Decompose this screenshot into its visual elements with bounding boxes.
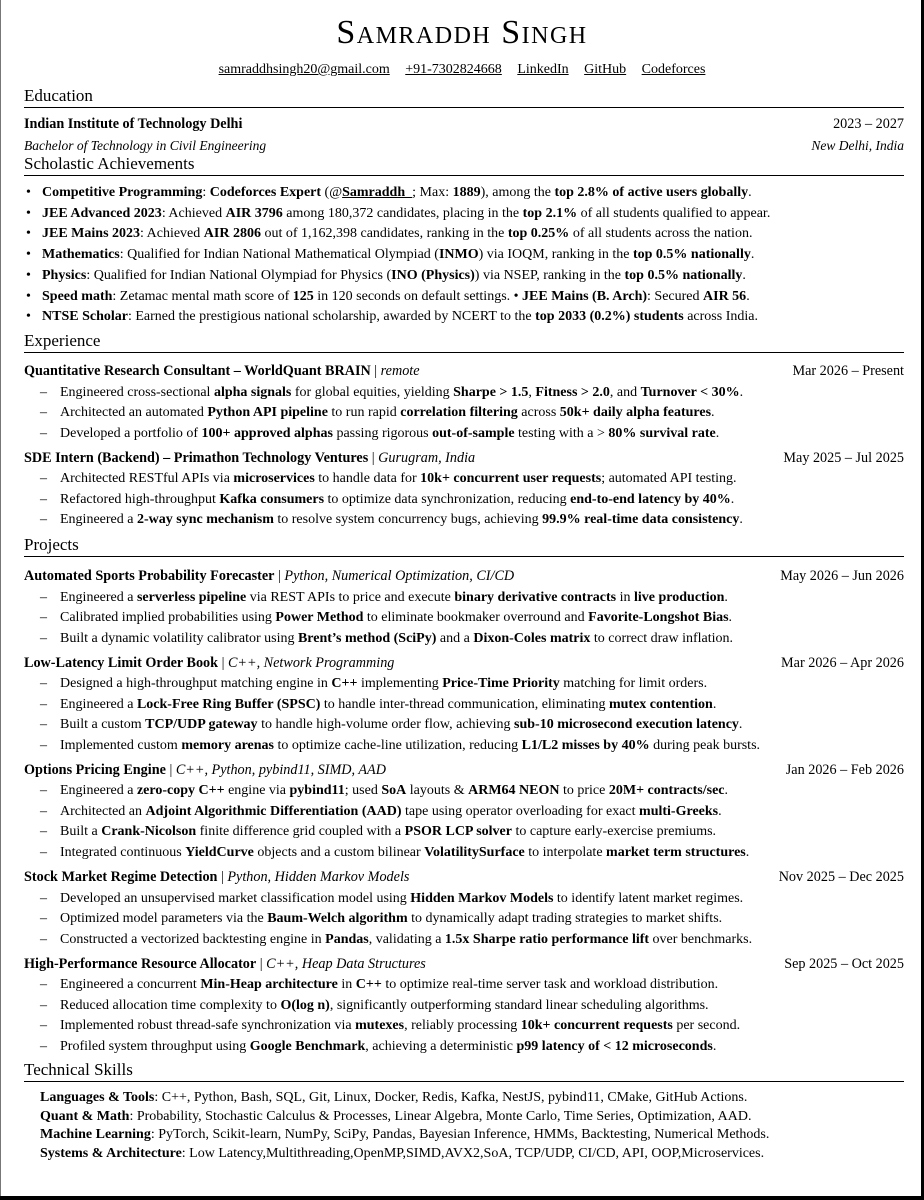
skill-label: Systems & Architecture bbox=[40, 1145, 182, 1161]
skill-label: Machine Learning bbox=[40, 1127, 151, 1142]
experience-bullet: – Developed a portfolio of 100+ approved alphas passing rigorous out-of-sample testing with a > 80% survival rate. bbox=[40, 424, 904, 443]
project-header bbox=[24, 761, 904, 780]
achievement-item: • Physics: Qualified for Indian National Olympiad for Physics (INO (Physics)) via NSEP, ranking in the top 0.5% nationally. bbox=[24, 266, 904, 285]
project-title: Low-Latency Limit Order Book | C++, Network Programming bbox=[24, 654, 395, 671]
project-bullet: – Developed an unsupervised market classification model using Hidden Markov Models to identify latent market regimes. bbox=[40, 889, 904, 908]
project-bullet: – Engineered a serverless pipeline via REST APIs to price and execute binary derivative contracts in live production. bbox=[40, 588, 904, 607]
project-bullet: – Integrated continuous YieldCurve objects and a custom bilinear VolatilitySurface to interpolate market term structures. bbox=[40, 843, 904, 862]
section-skills: Technical Skills bbox=[24, 1060, 904, 1082]
project-bullet: – Built a dynamic volatility calibrator using Brent’s method (SciPy) and a Dixon-Coles matrix to correct draw inflation. bbox=[40, 629, 904, 648]
project-bullet: – Engineered a concurrent Min-Heap architecture in C++ to optimize real-time server task and workload distribution. bbox=[40, 975, 904, 994]
candidate-name: Samraddh Singh bbox=[336, 14, 588, 51]
project-bullet: – Engineered a Lock-Free Ring Buffer (SPSC) to handle inter-thread communication, eliminating mutex contention. bbox=[40, 695, 904, 714]
education-location: New Delhi, India bbox=[811, 138, 904, 153]
section-experience: Experience bbox=[24, 331, 904, 353]
experience-title: SDE Intern (Backend) – Primathon Technology Ventures | Gurugram, India bbox=[24, 449, 476, 466]
experience-bullet: – Refactored high-throughput Kafka consumers to optimize data synchronization, reducing end-to-end latency by 40%. bbox=[40, 490, 904, 509]
project-bullet: – Optimized model parameters via the Baum-Welch algorithm to dynamically adapt trading strategies to market shifts. bbox=[40, 909, 904, 928]
project-bullet: – Designed a high-throughput matching engine in C++ implementing Price-Time Priority matching for limit orders. bbox=[40, 674, 904, 693]
project-bullet: – Implemented custom memory arenas to optimize cache-line utilization, reducing L1/L2 misses by 40% during peak bursts. bbox=[40, 736, 904, 755]
experience-bullet: – Engineered a 2-way sync mechanism to resolve system concurrency bugs, achieving 99.9% real-time data consistency. bbox=[40, 510, 904, 529]
experience-dates: Mar 2026 – Present bbox=[792, 363, 904, 379]
project-title: High-Performance Resource Allocator | C++, Heap Data Structures bbox=[24, 955, 426, 972]
linkedin-link[interactable]: LinkedIn bbox=[517, 62, 569, 77]
education-degree: Bachelor of Technology in Civil Engineering bbox=[24, 138, 267, 153]
project-bullet: – Profiled system throughput using Google Benchmark, achieving a deterministic p99 latency of < 12 microseconds. bbox=[40, 1037, 904, 1056]
project-bullet: – Reduced allocation time complexity to O(log n), significantly outperforming standard linear scheduling algorithms. bbox=[40, 996, 904, 1015]
skill-value: : C++, Python, Bash, SQL, Git, Linux, Docker, Redis, Kafka, NestJS, pybind11, CMake, GitHub Actions. bbox=[154, 1090, 748, 1105]
project-header bbox=[24, 654, 904, 673]
project-bullet: – Engineered a zero-copy C++ engine via pybind11; used SoA layouts & ARM64 NEON to price 20M+ contracts/sec. bbox=[40, 781, 904, 800]
skill-row bbox=[40, 1145, 904, 1163]
experience-bullet: – Engineered cross-sectional alpha signals for global equities, yielding Sharpe > 1.5, Fitness > 2.0, and Turnover < 30%. bbox=[40, 383, 904, 402]
project-dates: Jan 2026 – Feb 2026 bbox=[785, 761, 904, 778]
skill-value: : Low Latency,Multithreading,OpenMP,SIMD,AVX2,SoA, TCP/UDP, CI/CD, API, OOP,Microservices. bbox=[181, 1145, 765, 1161]
experience-bullet: – Architected RESTful APIs via microservices to handle data for 10k+ concurrent user requests; automated API testing. bbox=[40, 469, 904, 488]
skill-row bbox=[40, 1126, 904, 1144]
achievement-item: • Competitive Programming: Codeforces Expert (@Samraddh_; Max: 1889), among the top 2.8% of active users globally. bbox=[24, 183, 904, 202]
page-bottom-edge bbox=[0, 1196, 924, 1200]
section-projects: Projects bbox=[24, 535, 904, 557]
project-bullet: – Built a custom TCP/UDP gateway to handle high-volume order flow, achieving sub-10 microsecond execution latency. bbox=[40, 715, 904, 734]
achievement-item: • NTSE Scholar: Earned the prestigious national scholarship, awarded by NCERT to the top 2033 (0.2%) students across India. bbox=[24, 307, 904, 326]
project-header bbox=[24, 567, 904, 586]
project-header bbox=[24, 955, 904, 974]
project-dates: Nov 2025 – Dec 2025 bbox=[778, 869, 904, 886]
education-years: 2023 – 2027 bbox=[833, 116, 904, 132]
email-link[interactable]: samraddhsingh20@gmail.com bbox=[218, 62, 390, 77]
achievement-item: • Speed math: Zetamac mental math score of 125 in 120 seconds on default settings. • JEE Mains (B. Arch): Secured AIR 56. bbox=[24, 287, 904, 306]
project-title: Options Pricing Engine | C++, Python, pybind11, SIMD, AAD bbox=[24, 761, 386, 778]
skill-label: Languages & Tools bbox=[40, 1090, 155, 1105]
project-bullet: – Constructed a vectorized backtesting engine in Pandas, validating a 1.5x Sharpe ratio performance lift over benchmarks. bbox=[40, 930, 904, 949]
experience-title: Quantitative Research Consultant – WorldQuant BRAIN | remote bbox=[24, 363, 420, 379]
achievement-item: • JEE Advanced 2023: Achieved AIR 3796 among 180,372 candidates, placing in the top 2.1% of all students qualified to appear. bbox=[24, 204, 904, 223]
skill-label: Quant & Math bbox=[40, 1108, 130, 1124]
experience-bullet: – Architected an automated Python API pipeline to run rapid correlation filtering across 50k+ daily alpha features. bbox=[40, 403, 904, 422]
project-header bbox=[24, 868, 904, 887]
experience-header bbox=[24, 362, 904, 381]
skill-row bbox=[40, 1089, 904, 1107]
skill-value: : Probability, Stochastic Calculus & Processes, Linear Algebra, Monte Carlo, Time Series, Optimization, AAD. bbox=[129, 1108, 752, 1124]
experience-dates: May 2025 – Jul 2025 bbox=[783, 449, 904, 466]
page-left-edge bbox=[0, 0, 1, 1200]
experience-header bbox=[24, 449, 904, 468]
project-bullet: – Architected an Adjoint Algorithmic Differentiation (AAD) tape using operator overloading for exact multi-Greeks. bbox=[40, 802, 904, 821]
project-dates: Mar 2026 – Apr 2026 bbox=[781, 654, 904, 671]
achievement-item: • JEE Mains 2023: Achieved AIR 2806 out of 1,162,398 candidates, ranking in the top 0.25% of all students across the nation. bbox=[24, 224, 904, 243]
project-title: Stock Market Regime Detection | Python, Hidden Markov Models bbox=[24, 869, 410, 886]
project-dates: Sep 2025 – Oct 2025 bbox=[784, 955, 904, 972]
github-link[interactable]: GitHub bbox=[584, 62, 627, 77]
project-title: Automated Sports Probability Forecaster | Python, Numerical Optimization, CI/CD bbox=[24, 568, 515, 584]
phone-link[interactable]: +91-7302824668 bbox=[405, 62, 502, 77]
education-school: Indian Institute of Technology Delhi bbox=[24, 116, 243, 132]
section-scholastic: Scholastic Achievements bbox=[24, 154, 904, 176]
project-bullet: – Built a Crank-Nicolson finite difference grid coupled with a PSOR LCP solver to capture early-exercise premiums. bbox=[40, 822, 904, 841]
contact-links bbox=[0, 62, 924, 78]
project-dates: May 2026 – Jun 2026 bbox=[780, 568, 904, 584]
codeforces-link[interactable]: Codeforces bbox=[641, 62, 706, 77]
education-row bbox=[24, 115, 904, 134]
achievement-item: • Mathematics: Qualified for Indian National Mathematical Olympiad (INMO) via IOQM, ranking in the top 0.5% nationally. bbox=[24, 245, 904, 264]
project-bullet: – Implemented robust thread-safe synchronization via mutexes, reliably processing 10k+ concurrent requests per second. bbox=[40, 1016, 904, 1035]
skill-value: : PyTorch, Scikit-learn, NumPy, SciPy, Pandas, Bayesian Inference, HMMs, Backtesting, Numerical Methods. bbox=[150, 1127, 770, 1142]
skill-row bbox=[40, 1108, 904, 1126]
education-degree-row bbox=[24, 136, 904, 155]
project-bullet: – Calibrated implied probabilities using Power Method to eliminate bookmaker overround and Favorite-Longshot Bias. bbox=[40, 608, 904, 627]
section-education: Education bbox=[24, 86, 904, 108]
